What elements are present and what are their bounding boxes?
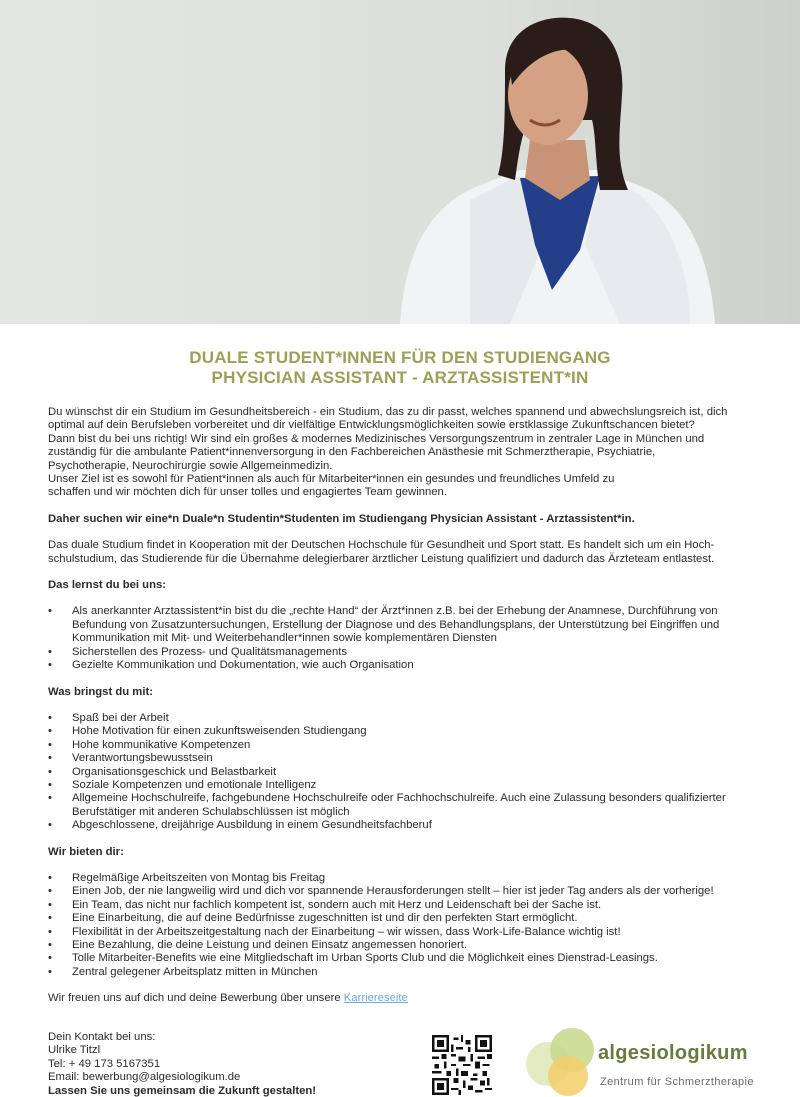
list-item: • Tolle Mitarbeiter-Benefits wie eine Mitgliedschaft im Urban Sports Club und die Möglichkeit eines Dienstrad-Leasings.: [48, 952, 760, 965]
bring-heading: Was bringst du mit:: [48, 685, 154, 698]
list-item: • Organisationsgeschick und Belastbarkeit: [48, 766, 760, 779]
list-item: • Regelmäßige Arbeitszeiten von Montag bis Freitag: [48, 872, 760, 885]
intro-line: Dann bist du bei uns richtig! Wir sind ein großes & modernes Medizinisches Versorgungszentrum in zentraler Lage in München und: [48, 432, 705, 445]
list-item: • Spaß bei der Arbeit: [48, 712, 760, 725]
study-info-line: Das duale Studium findet in Kooperation mit der Deutschen Hochschule für Gesundheit und Sport statt. Es handelt sich um ein Hoch-: [48, 539, 715, 552]
contact-block: [48, 1031, 316, 1097]
list-item: • Flexibilität in der Arbeitszeitgestaltung nach der Einarbeitung – wir wissen, dass Work-Life-Balance wichtig ist!: [48, 926, 760, 939]
list-item: • Als anerkannter Arztassistent*in bist du die „rechte Hand“ der Ärzt*innen z.B. bei der Erhebung der Anamnese, Durchführung von Befundung von Zusatzuntersuchungen, Erstellung der Diagnose und des Behandlungsplans, der Unterstützung bei Eingriffen und Kommunikation mit Mit- und Weiterbehandler*innen sowie komplementären Diensten: [48, 605, 760, 645]
list-item: • Einen Job, der nie langweilig wird und dich vor spannende Herausforderungen stellt – hier ist jeder Tag anders als der vorherige!: [48, 885, 760, 898]
contact-label: Dein Kontakt bei uns:: [48, 1031, 156, 1043]
intro-line: optimal auf dein Berufsleben vorbereitet und dir vielfältige Entwicklungsmöglichkeiten sowie erstklassige Zukunftschancen bietet?: [48, 419, 695, 432]
job-title: [0, 348, 800, 388]
closing-text: [48, 992, 760, 1005]
intro-line: Psychotherapie, Neurochirurgie sowie Allgemeinmedizin.: [48, 459, 333, 472]
portrait-illustration: [0, 0, 800, 324]
career-page-link[interactable]: Karriereseite: [343, 992, 408, 1005]
list-item: • Verantwortungsbewusstsein: [48, 752, 760, 765]
job-description: [48, 406, 760, 1006]
list-item: • Ein Team, das nicht nur fachlich kompetent ist, sondern auch mit Herz und Leidenschaft bei der Sache ist.: [48, 899, 760, 912]
offer-list: [48, 872, 760, 979]
qr-code-icon[interactable]: [432, 1035, 492, 1095]
learn-heading: Das lernst du bei uns:: [48, 579, 167, 592]
intro-line: zuständig für die ambulante Patient*innenversorgung in den Fachbereichen Anästhesie mit Schmerztherapie, Psychiatrie,: [48, 446, 656, 459]
list-item: • Zentral gelegener Arbeitsplatz mitten in München: [48, 966, 760, 979]
intro-line: schaffen und wir möchten dich für unser tolles und engagiertes Team gewinnen.: [48, 486, 447, 499]
list-item: • Hohe kommunikative Kompetenzen: [48, 739, 760, 752]
study-info-line: schulstudium, das Studierende für die Übernahme delegierbarer ärztlicher Leistung qualifiziert und dadurch das Ärzteteam entlastest.: [48, 552, 715, 565]
contact-name: Ulrike Titzl: [48, 1044, 101, 1057]
logo-name: algesiologikum: [598, 1042, 748, 1064]
list-item: • Eine Bezahlung, die deine Leistung und deinen Einsatz angemessen honoriert.: [48, 939, 760, 952]
offer-heading: Wir bieten dir:: [48, 845, 124, 858]
intro-line: Du wünschst dir ein Studium im Gesundheitsbereich - ein Studium, das zu dir passt, welches spannend und abwechslungsreich ist, dich: [48, 406, 728, 418]
learn-list: [48, 605, 760, 672]
list-item: • Eine Einarbeitung, die auf deine Bedürfnisse zugeschnitten ist und dir den perfekten Start ermöglicht.: [48, 912, 760, 925]
study-info: [48, 539, 760, 566]
list-item: • Abgeschlossene, dreijährige Ausbildung in einem Gesundheitsfachberuf: [48, 819, 760, 832]
hero-photo: [0, 0, 800, 324]
contact-email[interactable]: Email: bewerbung@algesiologikum.de: [48, 1071, 241, 1084]
logo-subtitle: Zentrum für Schmerztherapie: [600, 1076, 754, 1088]
closing-sentence: Wir freuen uns auf dich und deine Bewerbung über unsere: [48, 992, 344, 1005]
list-item: • Allgemeine Hochschulreife, fachgebundene Hochschulreife oder Fachhochschulreife. Auch eine Zulassung besonders qualifizierter Berufstätiger mit anderen Schulabschlüssen ist möglich: [48, 792, 760, 819]
list-item: • Hohe Motivation für einen zukunftsweisenden Studiengang: [48, 725, 760, 738]
intro-paragraph: [48, 406, 760, 500]
contact-phone[interactable]: Tel: + 49 173 5167351: [48, 1057, 161, 1070]
slogan: Lassen Sie uns gemeinsam die Zukunft gestalten!: [48, 1084, 317, 1097]
intro-line: Unser Ziel ist es sowohl für Patient*innen als auch für Mitarbeiter*innen ein gesundes und freundliches Umfeld zu: [48, 473, 615, 486]
job-title-line-2: PHYSICIAN ASSISTANT - ARZTASSISTENT*IN: [211, 368, 589, 387]
bring-list: [48, 712, 760, 833]
list-item: • Gezielte Kommunikation und Dokumentation, wie auch Organisation: [48, 659, 760, 672]
list-item: • Soziale Kompetenzen und emotionale Intelligenz: [48, 779, 760, 792]
search-statement: Daher suchen wir eine*n Duale*n Studentin*Studenten im Studiengang Physician Assistant - Arztassistent*in.: [48, 512, 635, 525]
job-title-line-1: DUALE STUDENT*INNEN FÜR DEN STUDIENGANG: [189, 348, 611, 367]
list-item: • Sicherstellen des Prozess- und Qualitätsmanagements: [48, 646, 760, 659]
